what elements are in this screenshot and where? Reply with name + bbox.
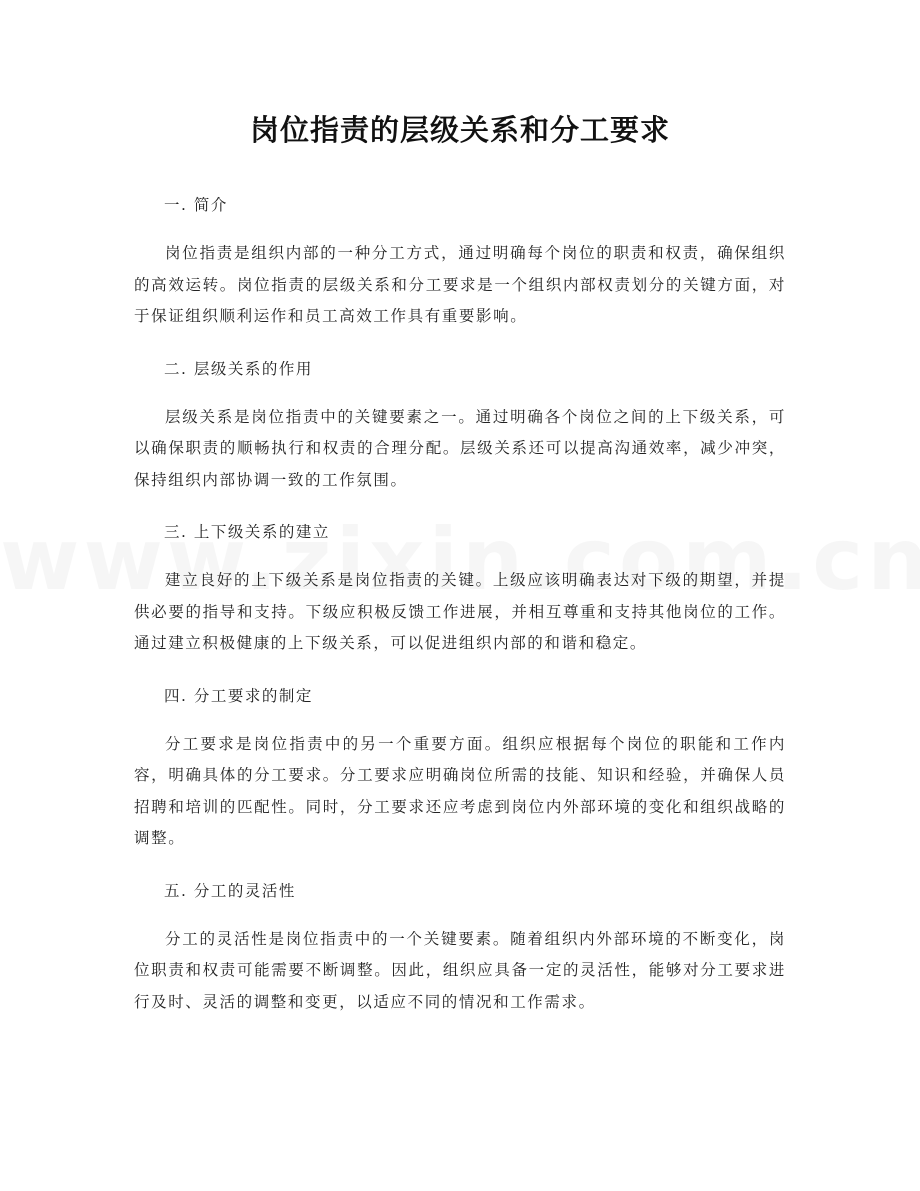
section-body: 层级关系是岗位指责中的关键要素之一。通过明确各个岗位之间的上下级关系，可以确保职责的顺畅执行和权责的合理分配。层级关系还可以提高沟通效率，减少冲突，保持组织内部协调一致的工作氛围。: [134, 407, 786, 489]
section-body: 建立良好的上下级关系是岗位指责的关键。上级应该明确表达对下级的期望，并提供必要的指导和支持。下级应积极反馈工作进展，并相互尊重和支持其他岗位的工作。通过建立积极健康的上下级关系，可以促进组织内部的和谐和稳定。: [134, 571, 786, 652]
section-body: 分工要求是岗位指责中的另一个重要方面。组织应根据每个岗位的职能和工作内容，明确具体的分工要求。分工要求应明确岗位所需的技能、知识和经验，并确保人员招聘和培训的匹配性。同时，分工要求还应考虑到岗位内外部环境的变化和组织战略的调整。: [134, 734, 786, 847]
section-hierarchy-role: [134, 357, 786, 497]
section-intro: [134, 193, 786, 333]
section-heading: 一. 简介: [164, 196, 228, 214]
section-division-requirements: [134, 684, 786, 855]
section-superior-subordinate: [134, 520, 786, 660]
document-title: 岗位指责的层级关系和分工要求: [249, 113, 670, 147]
section-heading: 五. 分工的灵活性: [164, 881, 296, 900]
section-body: 岗位指责是组织内部的一种分工方式，通过明确每个岗位的职责和权责，确保组织的高效运转。岗位指责的层级关系和分工要求是一个组织内部权责划分的关键方面，对于保证组织顺利运作和员工高效工作具有重要影响。: [134, 244, 786, 325]
section-heading: 二. 层级关系的作用: [164, 359, 313, 378]
section-flexibility: [134, 879, 786, 1019]
section-heading: 三. 上下级关系的建立: [164, 523, 330, 541]
section-body: 分工的灵活性是岗位指责中的一个关键要素。随着组织内外部环境的不断变化，岗位职责和权责可能需要不断调整。因此，组织应具备一定的灵活性，能够对分工要求进行及时、灵活的调整和变更，以适应不同的情况和工作需求。: [134, 929, 786, 1011]
section-heading: 四. 分工要求的制定: [164, 686, 313, 705]
